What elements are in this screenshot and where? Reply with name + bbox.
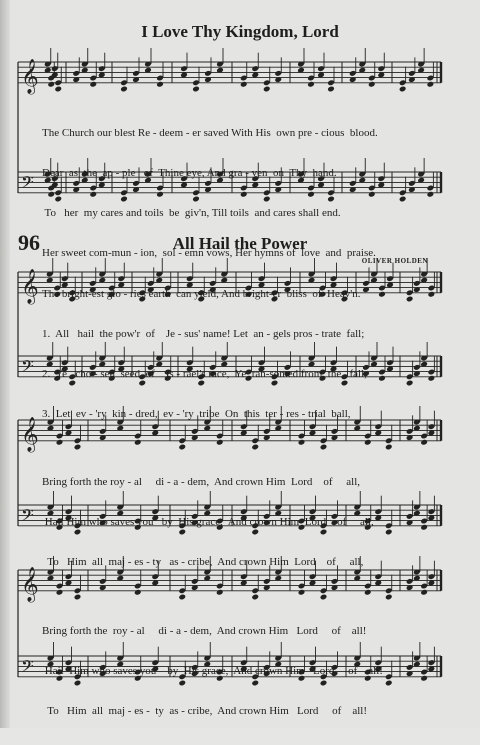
- verse-line: Hail Him who saves you by His grace, And crown Him Lord of all!: [42, 665, 383, 678]
- hymn-title-top: I Love Thy Kingdom, Lord: [141, 22, 339, 41]
- verse-line: Hail Him who saves you by His grace, And crown Him Lord of all,: [42, 516, 374, 529]
- treble-clef: 𝄞: [21, 268, 39, 304]
- treble-clef: 𝄞: [21, 416, 39, 452]
- composer-credit: OLIVER HOLDEN: [361, 257, 428, 265]
- bass-clef: 𝄢: [21, 504, 34, 529]
- treble-clef: 𝄞: [21, 58, 39, 94]
- verse-line: Bring forth the roy - al di - a - dem, And crown Him Lord of all,: [42, 475, 361, 488]
- verse-line: 1. All hail the pow'r of Je - sus' name! Let an - gels pros - trate fall;: [42, 327, 365, 340]
- verse-line: The bright-est glo - ries earth can yield, And bright-er bliss of Heav'n.: [42, 287, 361, 300]
- note-head: [427, 81, 435, 88]
- hymn-title-main: All Hail the Power: [172, 234, 308, 253]
- verse-line: Dear as the ap - ple of Thine eye, And gra - ven on Thy hand.: [42, 167, 337, 180]
- note-head: [120, 86, 128, 93]
- note-head: [263, 86, 271, 93]
- verse-line: 2. Ye cho - sen seed of Is - rael's race, Ye ran-somed from the fall,: [42, 368, 367, 381]
- verses-top: [42, 100, 438, 328]
- note-head: [327, 86, 335, 93]
- bass-clef: 𝄢: [21, 171, 34, 196]
- note-head: [156, 81, 164, 88]
- verse-line: To Him all maj - es - ty as - cribe, And crown Him Lord of all,: [42, 556, 364, 569]
- note-head: [47, 81, 55, 88]
- bass-clef: 𝄢: [21, 355, 34, 380]
- verse-line: The Church our blest Re - deem - er saved With His own pre - cious blood.: [42, 126, 378, 139]
- note-head: [54, 86, 62, 93]
- note-head: [368, 81, 376, 88]
- verse-line: To Him all maj - es - ty as - cribe, And crown Him Lord of all!: [42, 705, 367, 718]
- verse-line: 3. Let ev - 'ry kin - dred, ev - 'ry tribe On this ter - res - trial ball,: [42, 408, 351, 421]
- bass-clef: 𝄢: [21, 655, 34, 680]
- note-head: [307, 81, 315, 88]
- hymn-number: 96: [18, 230, 40, 255]
- verse-line: To her my cares and toils be giv'n, Till toils and cares shall end.: [42, 207, 341, 220]
- verses-system-2: [42, 449, 438, 596]
- note-head: [192, 86, 200, 93]
- note-head: [399, 86, 407, 93]
- note-head: [89, 81, 97, 88]
- verse-line: Bring forth the roy - al di - a - dem, And crown Him Lord of all!: [42, 624, 367, 637]
- verses-system-1: [42, 301, 438, 448]
- treble-clef: 𝄞: [21, 566, 39, 602]
- note-head: [240, 81, 248, 88]
- verse-line: Her sweet com-mun - ion, sol - emn vows, Her hymns of love and praise.: [42, 247, 376, 260]
- verses-system-3: [42, 598, 438, 745]
